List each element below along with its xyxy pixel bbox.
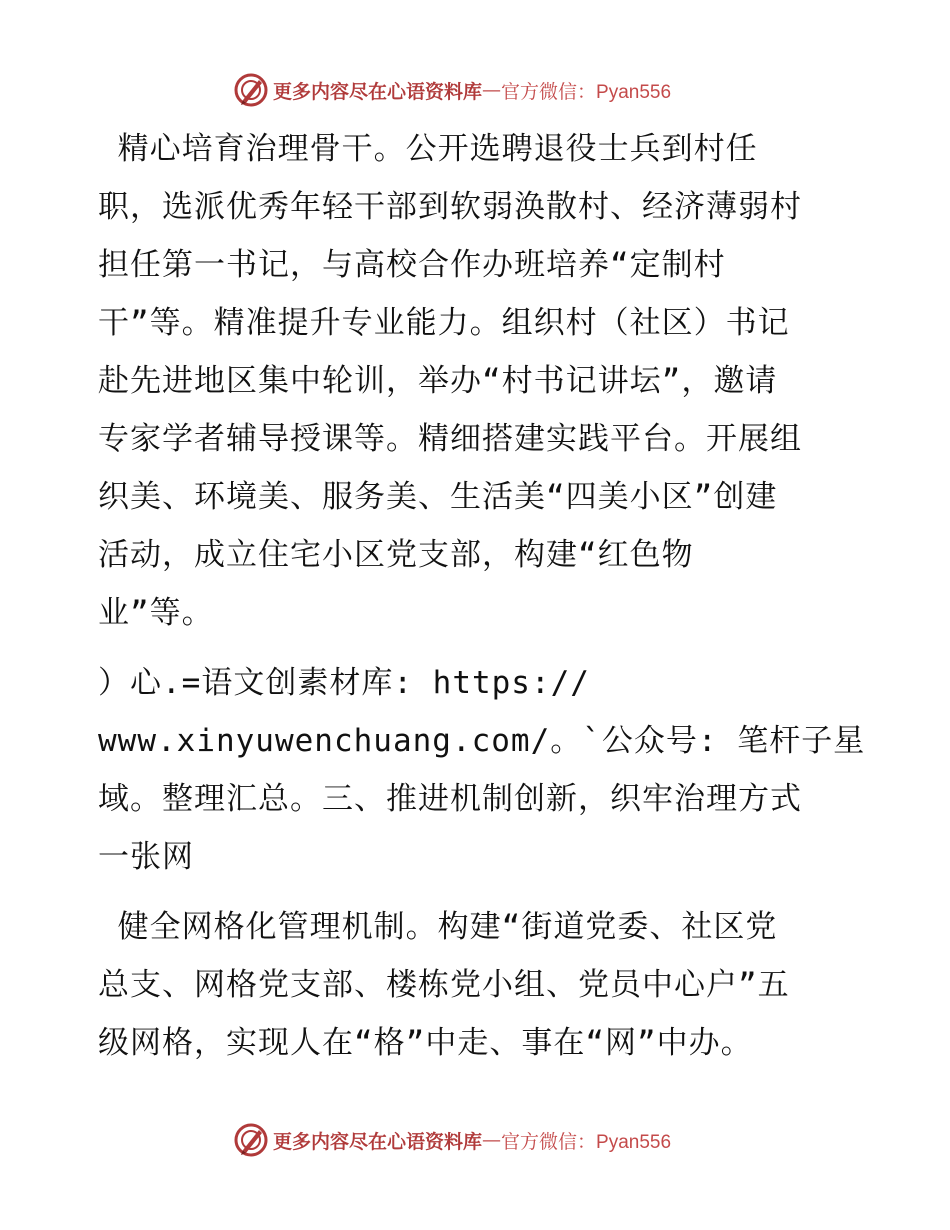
text-line: 级网格，实现人在“格”中走、事在“网”中办。: [98, 1025, 753, 1061]
text-line: 专家学者辅导授课等。精细搭建实践平台。开展组: [98, 421, 802, 457]
pen-logo-icon: [233, 1122, 269, 1158]
text-line: 总支、网格党支部、楼栋党小组、党员中心户”五: [98, 967, 790, 1003]
text-line: 担任第一书记，与高校合作办班培养“定制村: [98, 247, 726, 283]
text-line: 精心培育治理骨干。公开选聘退役士兵到村任: [98, 131, 758, 167]
text-line: 赴先进地区集中轮训，举办“村书记讲坛”，邀请: [98, 363, 778, 399]
pen-logo-icon: [233, 72, 269, 108]
footer-banner: [233, 1120, 671, 1160]
text-line: 织美、环境美、服务美、生活美“四美小区”创建: [98, 479, 778, 515]
banner-separator: —: [482, 79, 502, 101]
banner-text: 更多内容尽在心语资料库: [273, 1130, 483, 1153]
text-line: 域。整理汇总。三、推进机制创新，织牢治理方式: [98, 781, 802, 817]
text-line: 职，选派优秀年轻干部到软弱涣散村、经济薄弱村: [98, 189, 802, 225]
banner-separator: —: [482, 1129, 502, 1151]
document-body: [98, 120, 866, 1072]
text-line: 健全网格化管理机制。构建“街道党委、社区党: [98, 909, 778, 945]
paragraph-gap: [98, 886, 858, 898]
paragraph-3: [98, 898, 858, 1072]
paragraph-1: [98, 120, 858, 642]
banner-contact: 官方微信：Pyan556: [501, 81, 672, 103]
header-banner: [233, 70, 671, 110]
text-line: www.xinyuwenchuang.com/。`公众号: 笔杆子星: [98, 723, 866, 759]
text-line: 干”等。精准提升专业能力。组织村（社区）书记: [98, 305, 790, 341]
text-line: 一张网: [98, 839, 194, 875]
text-line: 业”等。: [98, 595, 214, 631]
banner-contact: 官方微信：Pyan556: [501, 1131, 672, 1153]
paragraph-gap: [98, 642, 858, 654]
text-line: 活动，成立住宅小区党支部，构建“红色物: [98, 537, 694, 573]
banner-text: 更多内容尽在心语资料库: [273, 80, 483, 103]
text-line: ）心.=语文创素材库: https://: [98, 665, 590, 701]
paragraph-2: [98, 654, 866, 886]
